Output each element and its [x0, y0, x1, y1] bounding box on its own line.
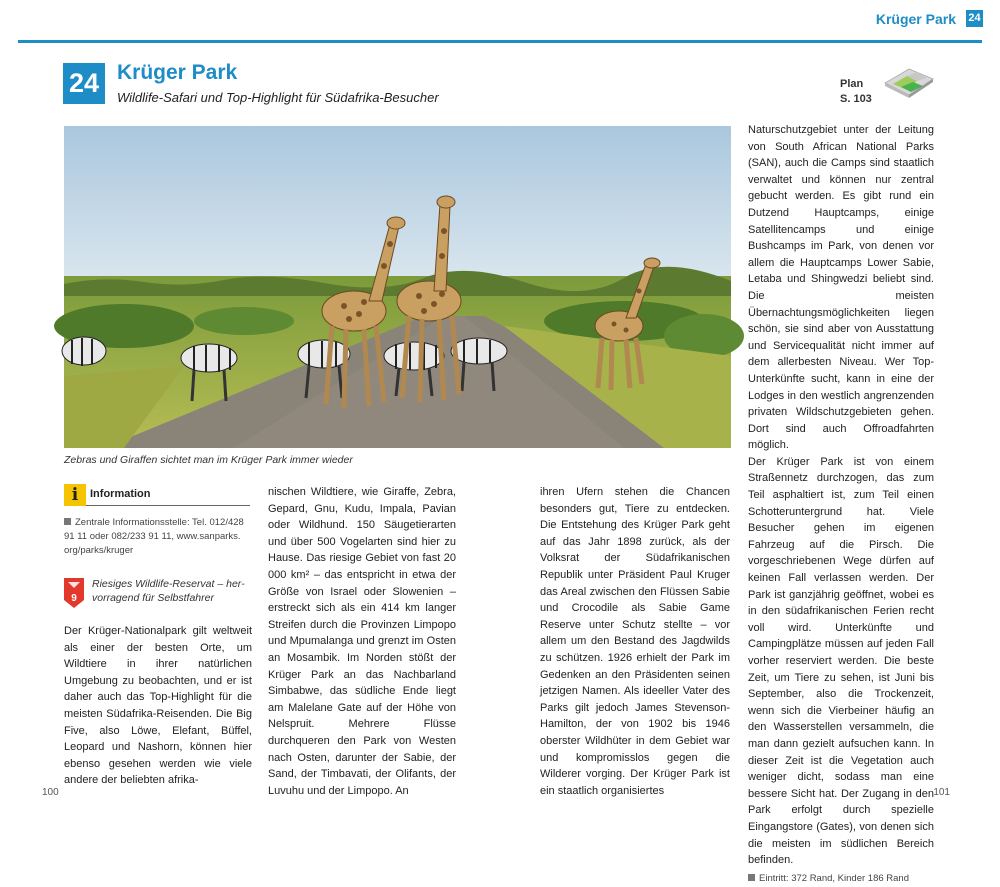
body-text: nischen Wildtiere, wie Giraffe, Zebra, Gepard, Gnu, Kudu, Impala, Pavian oder Wildhund. 150 Säugetierarten und über 500 Vogelarten sind hier zu Hause. Das riesige Gebiet von fast 20 000 km² – das entspricht in etwa der Größe von Israel oder Slowenien – erstreckt sich als ein 414 km langer Streifen durch die Provinzen Limpopo und Mpumalanga und grenzt im Osten an Mosambik. Im Norden stößt der Krüger Park an das Nachbarland Simbabwe, das südliche Ende liegt am Malelane Gate auf der Höhe von Nelspruit. Mehrere Flüsse durchqueren den Park von Westen nach Osten, darunter der Sabie, der Sand, der Timbavati, der Olifants, der Luvuhu und der Limpopo. An	[268, 486, 456, 797]
tip-text: Riesiges Wildlife-Reservat – hervorragend für Selbstfahrer	[92, 578, 245, 604]
bullet-square	[64, 518, 71, 525]
info-text	[64, 516, 250, 558]
body-text: ihren Ufern stehen die Chancen besonders gut, Tiere zu entdecken. Die Entstehung des Krüger Park geht auf das Jahr 1898 zurück, als der Volksrat der Südafrikanischen Republik unter Präsident Paul Kruger das Areal zwischen den Flüssen Sabie und Crocodile als Sabie Game Reserve unter Schutz stellte – vor allem um den Bestand des Jagdwilds zu schützen. 1926 erhielt der Park im Gedenken an den Präsidenten seinen jetzigen Namen. Als ideeller Vater des Parks gilt jedoch James Stevenson-Hamilton, der von 1902 bis 1946 oberster Wildhüter in dem Gebiet war und kompromisslos gegen die Wilderer vorging. Der Krüger Park ist ein staatlich organisiertes	[540, 486, 730, 797]
body-column-4	[748, 122, 934, 887]
bullet-square	[748, 874, 755, 881]
info-contact: Zentrale Informationsstelle: Tel. 012/428 91 11 oder 082/233 91 11, www.sanparks. org/parks/kruger	[64, 517, 244, 556]
plan-page: S. 103	[840, 93, 872, 105]
entry-fee	[748, 871, 934, 887]
tip-number: 9	[71, 593, 77, 604]
body-text: Der Krüger Park ist von einem Straßennetz durchzogen, das zum Teil asphaltiert ist, zum Teil einen Schotteruntergrund hat. Viele Besucher gehen im eigenen Fahrzeug auf die Pirsch. Die vorgeschriebenen Wege dürfen auf keinen Fall verlassen werden. Der Park ist ganzjährig geöffnet, wobei es in den südafrikanischen Ferien recht voll wird. Unterkünfte und Campingplätze müssen auf jeden Fall vorher reserviert werden. Die beste Zeit, um Tiere zu sehen, ist Juni bis September, also die Trockenzeit, wenn sich die Vierbeiner häufig an den Wasserstellen versammeln, die man dann gezielt aufsuchen kann. In dieser Zeit ist die Vegetation auch weniger dicht, sodass man eine bessere Sicht hat. Der Zugang in den Park erfolgt durch spezielle Eingangstore (Gates), von denen sich die meisten im südlichen Bereich befinden.	[748, 455, 934, 867]
article-subtitle: Wildlife-Safari und Top-Highlight für Südafrika-Besucher	[117, 90, 439, 105]
giraffes-zebras-photo	[64, 126, 731, 448]
running-title: Krüger Park	[875, 11, 956, 27]
body-text: Naturschutzgebiet unter der Leitung von South African National Parks (SAN), auch die Camps sind staatlich verwaltet und können nur zentral gebucht werden. Es gibt rund ein Dutzend Hauptcamps, einige Satellitencamps und einige Bushcamps im Park, von denen vor allem die Hauptcamps Lower Sabie, Letaba und Shingwedzi beliebt sind. Die meisten Übernachtungsmöglichkeiten liegen schön, sie sind aber von Ausstattung und Servicequalität nicht immer auf dem allerbesten Niveau. Wer Top-Unterkünfte sucht, kann in eine der Lodges in den westlich angrenzenden privaten Wildschutzgebieten gehen. Dort sind auch Offroadfahrten möglich.	[748, 124, 934, 452]
header-rule	[18, 40, 982, 43]
body-column-2	[268, 484, 456, 799]
body-text: Der Krüger-Nationalpark gilt weltweit als einer der besten Orte, um Wildtiere in ihrer natürlichen Umgebung zu beobachten, und er ist daher auch das Top-Highlight für die meisten Südafrika-Reisenden. Die Big Five, also Löwe, Elefant, Büffel, Leopard und Nashorn, können hier ebenso gesehen werden wie viele andere der beliebten afrika-	[64, 625, 252, 787]
info-title: Information	[90, 488, 151, 500]
article-title: Krüger Park	[117, 61, 238, 84]
article-number: 24	[63, 63, 105, 104]
page-number-right: 101	[933, 787, 950, 798]
plan-reference	[840, 77, 872, 107]
entry-fee-text: Eintritt: 372 Rand, Kinder 186 Rand	[759, 872, 909, 884]
photo-caption: Zebras und Giraffen sichtet man im Krüger Park immer wieder	[64, 454, 353, 466]
page-number-left: 100	[42, 787, 59, 798]
info-icon: i	[64, 484, 86, 506]
map-thumbnail-icon	[883, 65, 935, 101]
body-column-1	[64, 623, 252, 789]
info-box-header	[64, 484, 250, 506]
body-column-3	[540, 484, 730, 799]
plan-label: Plan	[840, 78, 864, 90]
running-number-badge: 24	[966, 10, 983, 27]
tip-marker-icon	[64, 578, 84, 608]
